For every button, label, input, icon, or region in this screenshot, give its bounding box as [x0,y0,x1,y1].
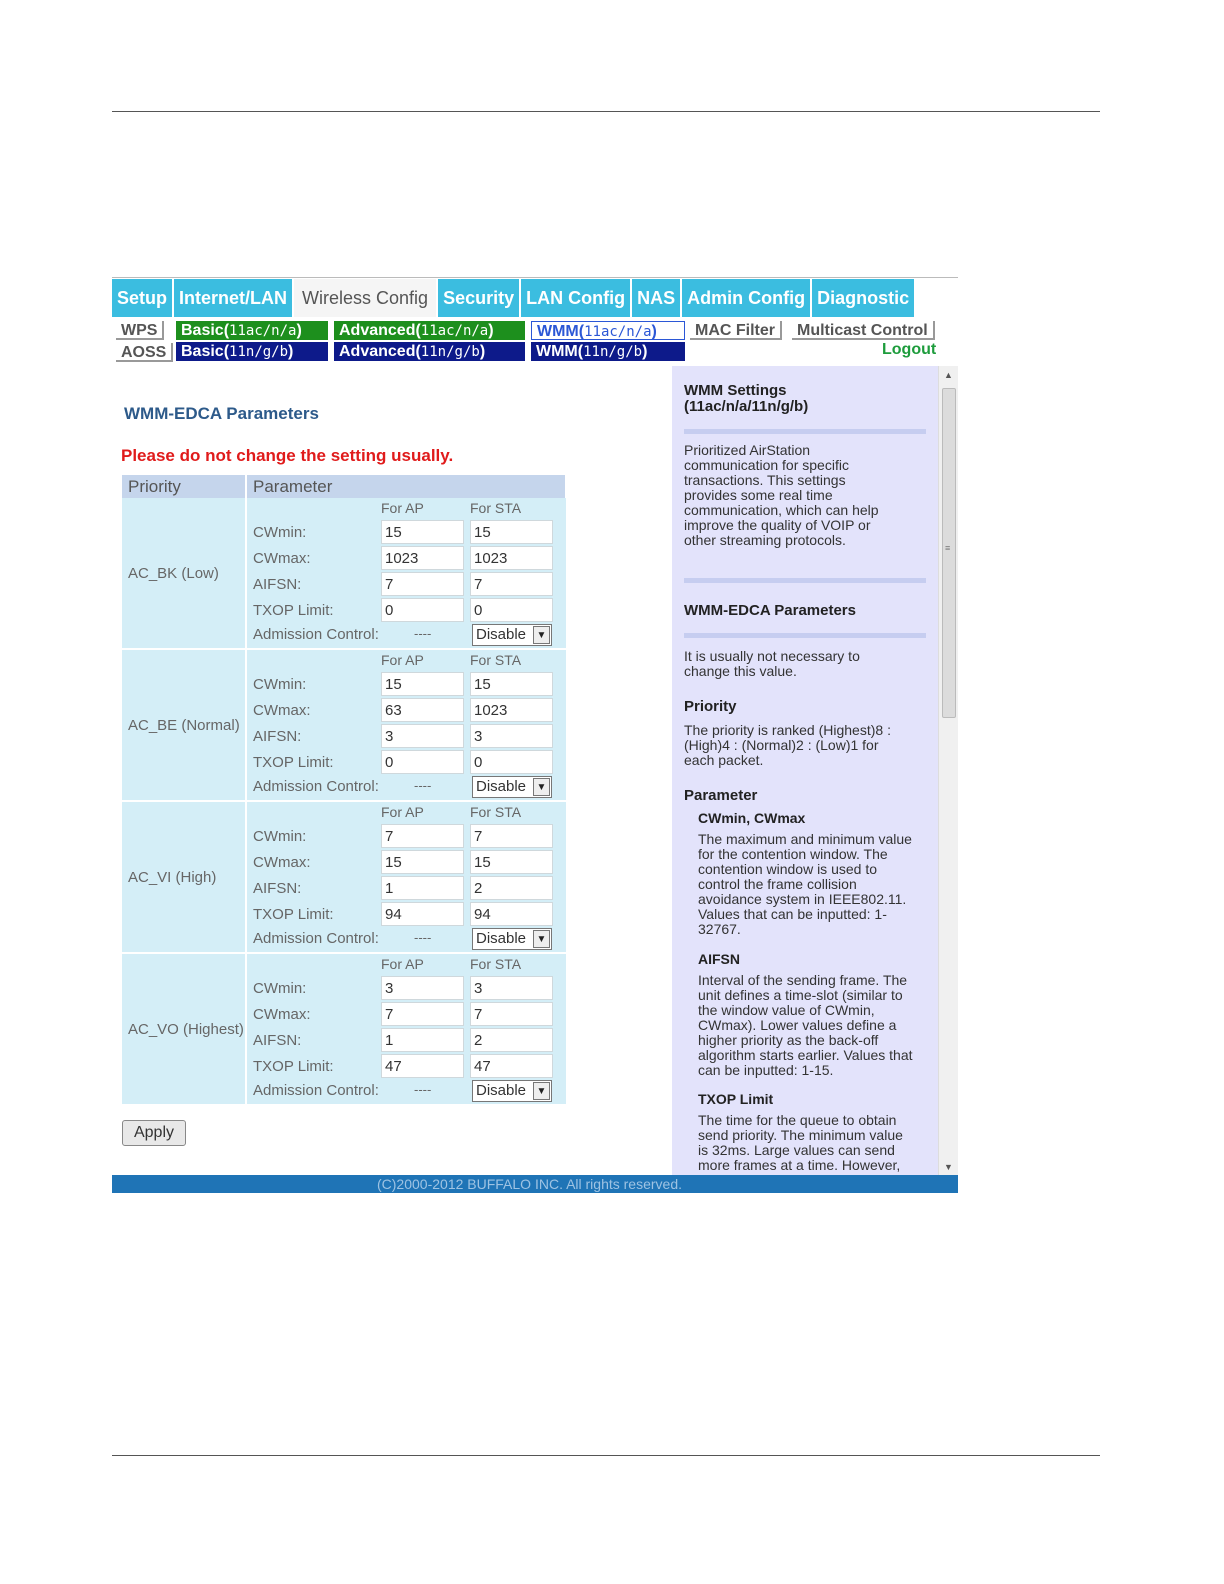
tab-nas[interactable]: NAS [632,279,680,317]
subnav-advanced-11g[interactable] [334,342,525,361]
txop-label: TXOP Limit: [253,906,334,923]
admission-ap-value: ---- [414,626,432,641]
table-row [122,953,566,1105]
scroll-grip-icon: ≡ [945,543,951,553]
chevron-down-icon: ▼ [533,1082,550,1100]
subnav-basic-11ac-suffix: ) [296,322,302,339]
aifsn-sta-input[interactable] [470,876,553,900]
help-title-line1: WMM Settings [684,382,787,399]
help-text-line: Interval of the sending frame. The [698,972,908,988]
help-text-line: It is usually not necessary to [684,648,860,664]
cwmax-label: CWmax: [253,854,311,871]
aifsn-ap-input[interactable] [381,724,464,748]
help-priority-text [684,723,891,768]
subnav-wmm-11ac-prefix: WMM( [537,323,585,340]
help-text-line: for the contention window. The [698,846,888,862]
parameter-group [247,802,566,952]
priority-label: AC_VI (High) [122,801,246,953]
for-ap-header: For AP [381,652,424,668]
help-text-line: Values that can be inputted: 1- [698,906,887,922]
for-sta-header: For STA [470,804,522,820]
help-text-line: unit defines a time-slot (similar to [698,987,903,1003]
wmm-edca-table [122,475,567,1106]
sub-nav [112,318,958,366]
scroll-up-arrow-icon[interactable]: ▲ [944,370,953,380]
wmm-edca-table-body [122,498,566,1105]
cwmax-ap-input[interactable] [381,546,464,570]
help-text-line: The time for the queue to obtain [698,1112,897,1128]
txop-ap-input[interactable] [381,598,464,622]
help-text-line: transactions. This settings [684,472,846,488]
subnav-basic-11g-mode: 11n/g/b [229,344,289,360]
footer-bar [112,1175,958,1193]
help-text-line: The priority is ranked (Highest)8 : [684,722,891,738]
txop-sta-input[interactable] [470,750,553,774]
parameter-cell [246,953,566,1105]
admission-control-label: Admission Control: [253,626,379,643]
cwmax-sta-input[interactable] [470,850,553,874]
for-sta-header: For STA [470,956,522,972]
top-nav [112,279,958,317]
txop-ap-input[interactable] [381,902,464,926]
cwmax-label: CWmax: [253,1006,311,1023]
help-text-line: each packet. [684,752,764,768]
txop-ap-input[interactable] [381,1054,464,1078]
help-priority-title: Priority [684,698,737,715]
help-aifsn-text [698,973,913,1078]
subnav-wmm-11g-prefix: WMM( [536,343,584,360]
txop-ap-input[interactable] [381,750,464,774]
txop-sta-input[interactable] [470,1054,553,1078]
help-text-line: contention window is used to [698,861,877,877]
subnav-wmm-11ac-suffix: ) [651,323,657,340]
admission-control-label: Admission Control: [253,1082,379,1099]
admission-ap-value: ---- [414,930,432,945]
priority-label: AC_BK (Low) [122,498,246,649]
cwmax-label: CWmax: [253,702,311,719]
admission-control-select[interactable] [472,928,552,950]
parameter-cell [246,649,566,801]
help-edca-title: WMM-EDCA Parameters [684,602,856,619]
admission-control-value: Disable [476,930,527,947]
warning-message: Please do not change the setting usually. [121,446,454,465]
cwmin-label: CWmin: [253,980,307,997]
help-text-line: avoidance system in IEEE802.11. [698,891,907,907]
aifsn-ap-input[interactable] [381,1028,464,1052]
chevron-down-icon: ▼ [533,930,550,948]
subnav-basic-11g-prefix: Basic( [181,343,230,360]
help-text-line: other streaming protocols. [684,532,846,548]
copyright-text: (C)2000-2012 BUFFALO INC. All rights reserved. [377,1176,683,1192]
subnav-wmm-11g-mode: 11n/g/b [583,344,643,360]
help-cw-text [698,832,912,937]
aifsn-label: AIFSN: [253,1032,302,1049]
chevron-down-icon: ▼ [533,626,550,644]
help-text-line: communication, which can help [684,502,879,518]
page-title: WMM-EDCA Parameters [124,404,319,423]
cwmax-sta-input[interactable] [470,1002,553,1026]
help-parameter-title: Parameter [684,787,758,804]
parameter-cell [246,498,566,649]
tab-wireless-config[interactable]: Wireless Config [294,279,436,317]
help-text-line: change this value. [684,663,797,679]
help-text-line: more frames at a time. However, [698,1157,901,1173]
subnav-mac-filter[interactable]: MAC Filter [690,321,782,340]
help-text-line: is 32ms. Large values can send [698,1142,895,1158]
help-text-line: communication for specific [684,457,849,473]
column-header-priority: Priority [122,475,246,498]
help-separator [684,429,926,434]
help-text-line: control the frame collision [698,876,857,892]
subnav-advanced-11g-prefix: Advanced( [339,343,421,360]
cwmax-ap-input[interactable] [381,698,464,722]
help-aifsn-title: AIFSN [698,951,740,967]
txop-sta-input[interactable] [470,598,553,622]
subnav-multicast-control[interactable]: Multicast Control [792,321,935,340]
admission-control-label: Admission Control: [253,930,379,947]
help-txop-title: TXOP Limit [698,1091,774,1107]
cwmin-ap-input[interactable] [381,520,464,544]
txop-sta-input[interactable] [470,902,553,926]
aifsn-sta-input[interactable] [470,724,553,748]
help-text-line: higher priority as the back-off [698,1032,879,1048]
chevron-down-icon: ▼ [533,778,550,796]
cwmax-label: CWmax: [253,550,311,567]
tab-lan-config[interactable]: LAN Config [521,279,630,317]
subnav-advanced-11g-suffix: ) [479,343,486,360]
cwmin-ap-input[interactable] [381,672,464,696]
subnav-advanced-11g-mode: 11n/g/b [420,344,480,360]
subnav-wmm-11g-suffix: ) [642,343,648,360]
for-sta-header: For STA [470,652,522,668]
tab-admin-config[interactable]: Admin Config [682,279,810,317]
help-text-line: the window value of CWmin, [698,1002,875,1018]
help-text-line: send priority. The minimum value [698,1127,903,1143]
column-header-parameter: Parameter [246,475,566,498]
page-top-rule [112,111,1100,112]
admission-control-select[interactable] [472,1080,552,1102]
aifsn-sta-input[interactable] [470,572,553,596]
cwmin-sta-input[interactable] [470,824,553,848]
parameter-group [247,650,566,800]
subnav-basic-11ac[interactable] [176,321,328,340]
admission-control-value: Disable [476,778,527,795]
for-sta-header: For STA [470,500,522,516]
cwmin-sta-input[interactable] [470,520,553,544]
cwmax-sta-input[interactable] [470,698,553,722]
admission-ap-value: ---- [414,778,432,793]
apply-button[interactable]: Apply [122,1120,186,1146]
admission-control-select[interactable] [472,776,552,798]
help-text-line: CWmax). Lower values define a [698,1017,897,1033]
main-content [112,366,672,1176]
help-scrollbar[interactable] [938,366,958,1176]
parameter-group [247,498,566,648]
subnav-wps[interactable]: WPS [116,321,164,340]
help-separator [684,633,926,638]
logout-link[interactable]: Logout [882,341,937,358]
tab-internet-lan[interactable]: Internet/LAN [174,279,292,317]
subnav-basic-11ac-prefix: Basic( [181,322,230,339]
aifsn-label: AIFSN: [253,880,302,897]
cwmin-sta-input[interactable] [470,672,553,696]
tab-diagnostic[interactable]: Diagnostic [812,279,914,317]
subnav-advanced-11ac-mode: 11ac/n/a [420,323,489,339]
subnav-basic-11ac-mode: 11ac/n/a [229,323,297,339]
help-edca-text [684,649,860,679]
help-cw-title: CWmin, CWmax [698,810,806,826]
aifsn-ap-input[interactable] [381,876,464,900]
subnav-wmm-11ac[interactable] [531,321,685,340]
subnav-aoss[interactable]: AOSS [116,343,173,362]
tab-setup[interactable]: Setup [112,279,172,317]
cwmin-ap-input[interactable] [381,824,464,848]
parameter-group [247,954,566,1104]
admission-control-value: Disable [476,626,527,643]
cwmax-ap-input[interactable] [381,1002,464,1026]
cwmax-ap-input[interactable] [381,850,464,874]
subnav-basic-11g[interactable] [176,342,328,361]
help-text-line: can be inputted: 1-15. [698,1062,834,1078]
subnav-advanced-11ac-prefix: Advanced( [339,322,421,339]
priority-label: AC_VO (Highest) [122,953,246,1105]
page-bottom-rule [112,1455,1100,1456]
txop-label: TXOP Limit: [253,1058,334,1075]
parameter-cell [246,801,566,953]
subnav-basic-11g-suffix: ) [288,343,294,360]
admission-control-value: Disable [476,1082,527,1099]
aifsn-sta-input[interactable] [470,1028,553,1052]
for-ap-header: For AP [381,500,424,516]
help-text-line: 32767. [698,921,741,937]
help-text-line: algorithm starts earlier. Values that [698,1047,913,1063]
admission-ap-value: ---- [414,1082,432,1097]
aifsn-ap-input[interactable] [381,572,464,596]
aifsn-label: AIFSN: [253,728,302,745]
table-row [122,649,566,801]
help-text-line: The maximum and minimum value [698,831,912,847]
admission-control-select[interactable] [472,624,552,646]
cwmin-label: CWmin: [253,524,307,541]
help-separator [684,578,926,583]
table-row [122,801,566,953]
subnav-wmm-11g[interactable] [531,342,685,361]
aifsn-label: AIFSN: [253,576,302,593]
subnav-advanced-11ac[interactable] [334,321,525,340]
cwmax-sta-input[interactable] [470,546,553,570]
subnav-wmm-11ac-mode: 11ac/n/a [584,324,652,340]
help-text-line: (High)4 : (Normal)2 : (Low)1 for [684,737,879,753]
help-text-line: improve the quality of VOIP or [684,517,871,533]
txop-label: TXOP Limit: [253,602,334,619]
cwmin-ap-input[interactable] [381,976,464,1000]
help-panel [672,366,938,1176]
tab-security[interactable]: Security [438,279,519,317]
help-title-line2: (11ac/n/a/11n/g/b) [684,398,809,415]
priority-label: AC_BE (Normal) [122,649,246,801]
cwmin-sta-input[interactable] [470,976,553,1000]
admission-control-label: Admission Control: [253,778,379,795]
subnav-advanced-11ac-suffix: ) [488,322,494,339]
cwmin-label: CWmin: [253,676,307,693]
help-text-line: Prioritized AirStation [684,442,811,458]
scroll-thumb[interactable] [942,388,956,718]
scroll-down-arrow-icon[interactable]: ▼ [944,1162,953,1172]
txop-label: TXOP Limit: [253,754,334,771]
for-ap-header: For AP [381,956,424,972]
cwmin-label: CWmin: [253,828,307,845]
help-text-line: provides some real time [684,487,833,503]
help-intro-text [684,443,879,548]
table-row [122,498,566,649]
router-admin-window [112,277,958,1192]
for-ap-header: For AP [381,804,424,820]
